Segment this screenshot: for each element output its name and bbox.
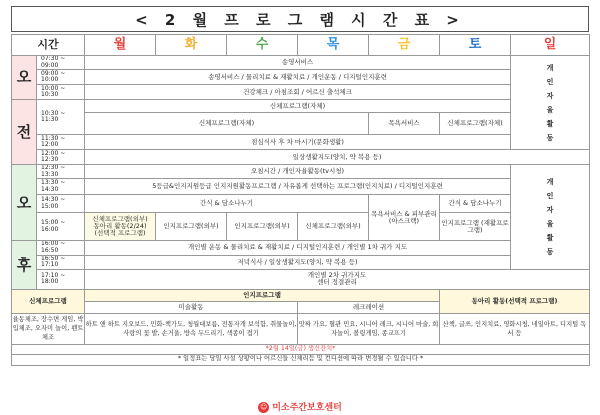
pm-row-10f: 인지프로그램 (재활프로그램)	[440, 213, 511, 241]
pm-row-13: 개인별 2차 귀가지도 센터 정결관리	[85, 269, 590, 289]
footer-club-head: 동아리 활동(선택적 프로그램)	[440, 289, 590, 313]
am-row-2: 송영서비스 / 물리치료 & 재활치료 / 개인운동 / 디지털인지훈련	[85, 70, 511, 85]
time-slot: 16:50 ~ 17:10	[37, 255, 85, 269]
time-slot: 12:30 ~ 13:30	[37, 165, 85, 179]
time-slot: 15:00 ~ 16:00	[37, 213, 85, 241]
am-row-4d: 신체프로그램(자체)	[440, 113, 511, 135]
time-slot: 11:30 ~ 12:00	[37, 135, 85, 150]
time-slot: 13:30 ~ 14:30	[37, 179, 85, 195]
pm-row-9a: 간식 & 담소나누기	[85, 195, 369, 213]
am-row-3: 건강체크 / 아침조회 / 어르신 출석체크	[85, 85, 511, 100]
header-wed: 수	[227, 35, 298, 56]
am-row-5: 점심식사 후 차 마시기(문화생활)	[85, 135, 511, 150]
period-pm-top: 오	[12, 165, 37, 241]
time-slot: 10:30 ~ 11:30	[37, 100, 85, 135]
footer-cognitive-head: 인지프로그램	[85, 289, 440, 301]
footer-art-list: 하트 앤 하트 지오보드, 민화-책가도, 청월대보름, 전통자개 보석함, 취물놀이, 사랑의 꽃 밭, 손거울, 방속 두드리기, 색종이 접기	[85, 313, 298, 344]
pm-row-9b: 목욕서비스 & 피부관리 (아스크랙)	[369, 195, 440, 241]
header-mon: 월	[85, 35, 156, 56]
header-thu: 목	[298, 35, 369, 56]
pm-row-10a: 신체프로그램(외부) 동아리 활동(2/24) (선택적 프로그램)	[85, 213, 156, 241]
time-slot: 07:30 ~ 09:00	[37, 56, 85, 70]
schedule-note: * 일정표는 당일 사설 상황이나 어르신들 신체리듬 및 컨디션에 따라 변경될 수 있습니다 *	[12, 354, 590, 365]
time-slot: 10:00 ~ 10:30	[37, 85, 85, 100]
footer-physical-head: 신체프로그램	[12, 289, 85, 313]
smile-logo-icon: ☺	[260, 403, 268, 411]
time-slot: 17:10 ~ 18:00	[37, 269, 85, 289]
pm-row-8: 5등급&인지지원등급 인지지원활동프로그램 / 자유롭게 선택하는 프로그램(인지치료) / 디지털인지훈련	[85, 179, 511, 195]
time-slot: 09:00 ~ 10:00	[37, 70, 85, 85]
am-row-4c: 목욕서비스	[369, 113, 440, 135]
pm-sidebar: 개 인 자 율 활 동	[511, 165, 590, 270]
footer-art-head: 미술활동	[85, 301, 298, 313]
center-logo	[0, 400, 600, 413]
header-sat: 토	[440, 35, 511, 56]
header-sun: 일	[511, 35, 590, 56]
am-row-4b: 신체프로그램(자체)	[85, 113, 369, 135]
center-name: 미소주간보호센터	[272, 403, 342, 413]
period-pm-bottom: 후	[12, 241, 37, 289]
header-fri: 금	[369, 35, 440, 56]
footer-rec-head: 레크레이션	[298, 301, 440, 313]
footer-club-list: 산책, 글쓰, 인지치료, 영화시청, 네일아트, 디지털 독서 등	[440, 313, 590, 344]
schedule-table	[11, 34, 590, 366]
am-sidebar: 개 인 자 율 활 동	[511, 56, 590, 150]
birthday-notice: *2월 14일(금) 생신잔치*	[12, 344, 590, 354]
footer-physical-list: 율동체조, 장수면 게임, 박입체조, 오자미 놀이, 펜트체조	[12, 313, 85, 344]
pm-row-12: 저녁식사 / 일상생활지도(양치, 약 복용 등)	[85, 255, 511, 269]
header-tue: 화	[156, 35, 227, 56]
pm-row-9c: 간식 & 담소나누기	[440, 195, 511, 213]
header-row	[12, 35, 590, 56]
period-am-bottom: 전	[12, 100, 37, 165]
pm-row-10c: 인지프로그램(외부)	[227, 213, 298, 241]
am-row-1: 송영서비스	[85, 56, 511, 70]
am-row-4a: 신체프로그램(자체)	[85, 100, 511, 113]
header-time: 시간	[12, 35, 85, 56]
period-am-top: 오	[12, 56, 37, 100]
time-slot: 16:00 ~ 16:50	[37, 241, 85, 255]
footer-rec-list: 맛짜 가요, 혈관 민요, 시니어 레크, 시니어 마술, 희자놀이, 볼링게임, 종교프기	[298, 313, 440, 344]
pm-row-11: 개인별 운동 & 물리치료 & 재활치료 / 디지털인지훈련 / 개인별 1차 귀가 지도	[85, 241, 511, 255]
time-slot: 12:00 ~ 12:30	[37, 150, 85, 165]
pm-row-10b: 인지프로그램(외부)	[156, 213, 227, 241]
pm-row-7: 오침시간 / 개인자율활동(tv시청)	[85, 165, 511, 179]
am-row-6: 일상생활지도(양치, 약 복용 등)	[85, 150, 590, 165]
pm-row-10d: 신체프로그램(외부)	[298, 213, 369, 241]
page-title: < 2 월 프 로 그 램 시 간 표 >	[11, 6, 589, 32]
time-slot: 14:30 ~ 15:00	[37, 195, 85, 213]
